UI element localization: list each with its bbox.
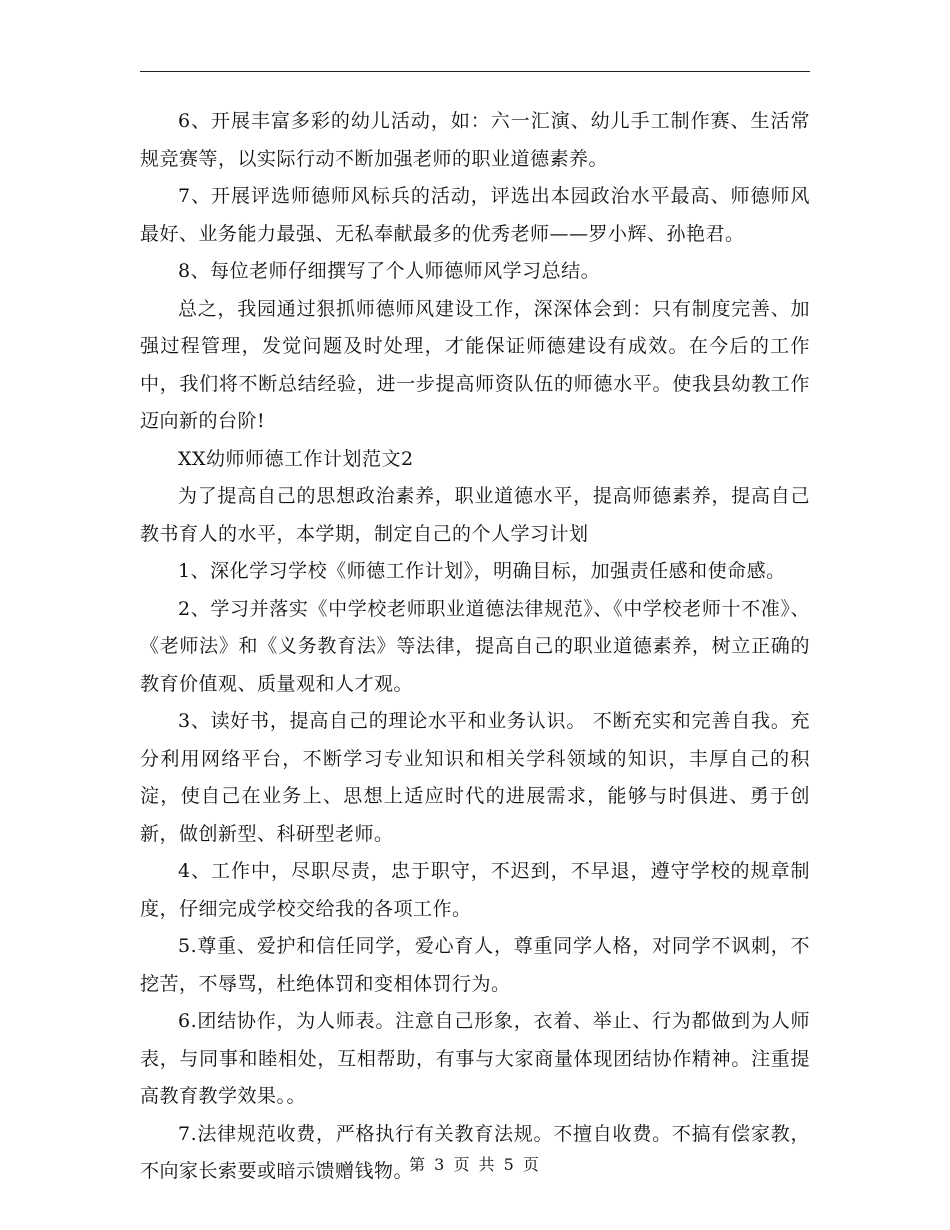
page-number: 第 3 页 共 5 页 bbox=[409, 1155, 541, 1174]
plan-item-7: 7.法律规范收费，严格执行有关教育法规。不擅自收费。不搞有偿家教，不向家长索要或暗示馈赠钱物。 bbox=[140, 1122, 810, 1182]
plan-item-1: 1、深化学习学校《师德工作计划》，明确目标，加强责任感和使命感。 bbox=[178, 560, 786, 582]
document-body bbox=[140, 103, 810, 1191]
section-heading: XX幼师师德工作计划范文2 bbox=[178, 447, 414, 470]
plan-item-6: 6.团结协作，为人师表。注意自己形象，衣着、举止、行为都做到为人师表，与同事和睦相处，互相帮助，有事与大家商量体现团结协作精神。注重提高教育教学效果。。 bbox=[140, 1010, 810, 1107]
plan-item-3: 3、读好书，提高自己的理论水平和业务认识。 不断充实和完善自我。充分利用网络平台，不断学习专业知识和相关学科领域的知识，丰厚自己的积淀，使自己在业务上、思想上适应时代的进展需求，能够与时俱进、勇于创新，做创新型、科研型老师。 bbox=[140, 710, 810, 845]
plan-item-4: 4、工作中，尽职尽责，忠于职守，不迟到，不早退，遵守学校的规章制度，仔细完成学校交给我的各项工作。 bbox=[140, 860, 810, 920]
paragraph-activities: 6、开展丰富多彩的幼儿活动，如：六一汇演、幼儿手工制作赛、生活常规竞赛等，以实际行动不断加强老师的职业道德素养。 bbox=[140, 110, 810, 170]
plan-item-5: 5.尊重、爱护和信任同学，爱心育人，尊重同学人格，对同学不讽刺，不挖苦，不辱骂，杜绝体罚和变相体罚行为。 bbox=[140, 935, 810, 995]
paragraph-summary-writing: 8、每位老师仔细撰写了个人师德师风学习总结。 bbox=[178, 260, 601, 282]
plan-item-2: 2、学习并落实《中学校老师职业道德法律规范》、《中学校老师十不准》、《老师法》和《义务教育法》等法律，提高自己的职业道德素养，树立正确的教育价值观、质量观和人才观。 bbox=[140, 597, 810, 695]
paragraph-model-teacher: 7、开展评选师德师风标兵的活动，评选出本园政治水平最高、师德师风最好、业务能力最强、无私奉献最多的优秀老师——罗小辉、孙艳君。 bbox=[140, 185, 810, 245]
header-rule bbox=[140, 71, 810, 72]
paragraph-conclusion: 总之，我园通过狠抓师德师风建设工作，深深体会到：只有制度完善、加强过程管理，发觉问题及时处理，才能保证师德建设有成效。在今后的工作中，我们将不断总结经验，进一步提高师资队伍的师德水平。使我县幼教工作迈向新的台阶! bbox=[140, 297, 810, 432]
paragraph-intro: 为了提高自己的思想政治素养，职业道德水平，提高师德素养，提高自己教书育人的水平，本学期，制定自己的个人学习计划 bbox=[140, 485, 810, 545]
